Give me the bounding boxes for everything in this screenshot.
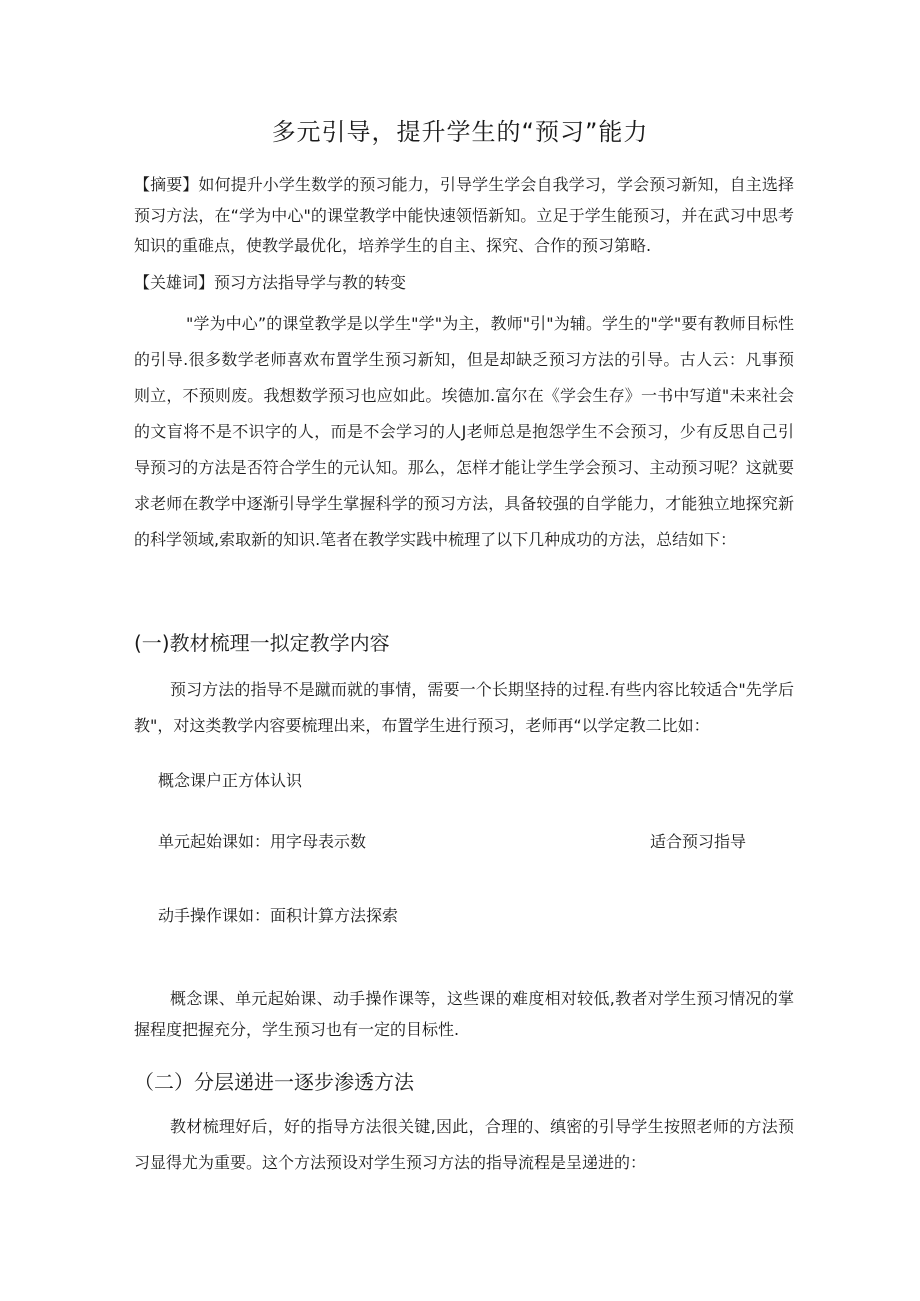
document-title: 多元引导，提升学生的“预习”能力 bbox=[271, 118, 649, 146]
keywords-line: 【关雄词】预习方法指导学与教的转变 bbox=[134, 273, 407, 292]
intro-paragraph: "学为中心”的课堂教学是以学生"学"为主，教师"引"为辅。学生的"学"要有教师目标性的引导.很多数学老师喜欢布置学生预习新知，但是却缺乏预习方法的引导。古人云：凡事预则立，不预则废。我想数学预习也应如此。埃德加.富尔在《学会生存》一书中写道"未来社会的文盲将不是不识字的人，而是不会学习的人J老师总是抱怨学生不会预习，少有反思自己引导预习的方法是否符合学生的元认知。那么，怎样才能让学生学会预习、主动预习呢？这就要求老师在教学中逐渐引导学生掌握科学的预习方法，具备较强的自学能力，才能独立地探究新的科学领域,索取新的知识.笔者在教学实践中梳理了以下几种成功的方法，总结如下： bbox=[134, 314, 794, 549]
section1-heading: (一)教材梳理一拟定教学内容 bbox=[134, 631, 390, 655]
section2-heading: （二）分层递进一逐步渗透方法 bbox=[134, 1070, 414, 1094]
section1-paragraph-1: 预习方法的指导不是蹴而就的事情，需要一个长期坚持的过程.有些内容比较适合"先学后教"，对这类教学内容要梳理出来，布置学生进行预习，老师再“以学定教二比如： bbox=[134, 680, 794, 735]
abstract-paragraph: 【摘要】如何提升小学生数学的预习能力，引导学生学会自我学习，学会预习新知，自主选择预习方法，在“学为中心"的课堂教学中能快速领悟新知。立足于学生能预习，并在武习中思考知识的重碓点，使教学最优化，培养学生的自主、探究、合作的预习第略. bbox=[134, 175, 794, 255]
lesson-type-item: 概念课户正方体认识 bbox=[158, 771, 303, 790]
section2-paragraph-1: 教材梳理好后，好的指导方法很关键,因此，合理的、缜密的引导学生按照老师的方法预习显得尤为重要。这个方法预设对学生预习方法的指导流程是呈递进的： bbox=[134, 1117, 794, 1172]
lesson-type-item: 动手操作课如：面积计算方法探索 bbox=[158, 906, 399, 925]
suitability-note: 适合预习指导 bbox=[650, 832, 747, 851]
lesson-type-item: 单元起始课如：用字母表示数 bbox=[158, 832, 367, 851]
section1-paragraph-2: 概念课、单元起始课、动手操作课等，这些课的难度相对较低,教者对学生预习情况的掌握程度把握充分，学生预习也有一定的目标性. bbox=[134, 989, 794, 1039]
